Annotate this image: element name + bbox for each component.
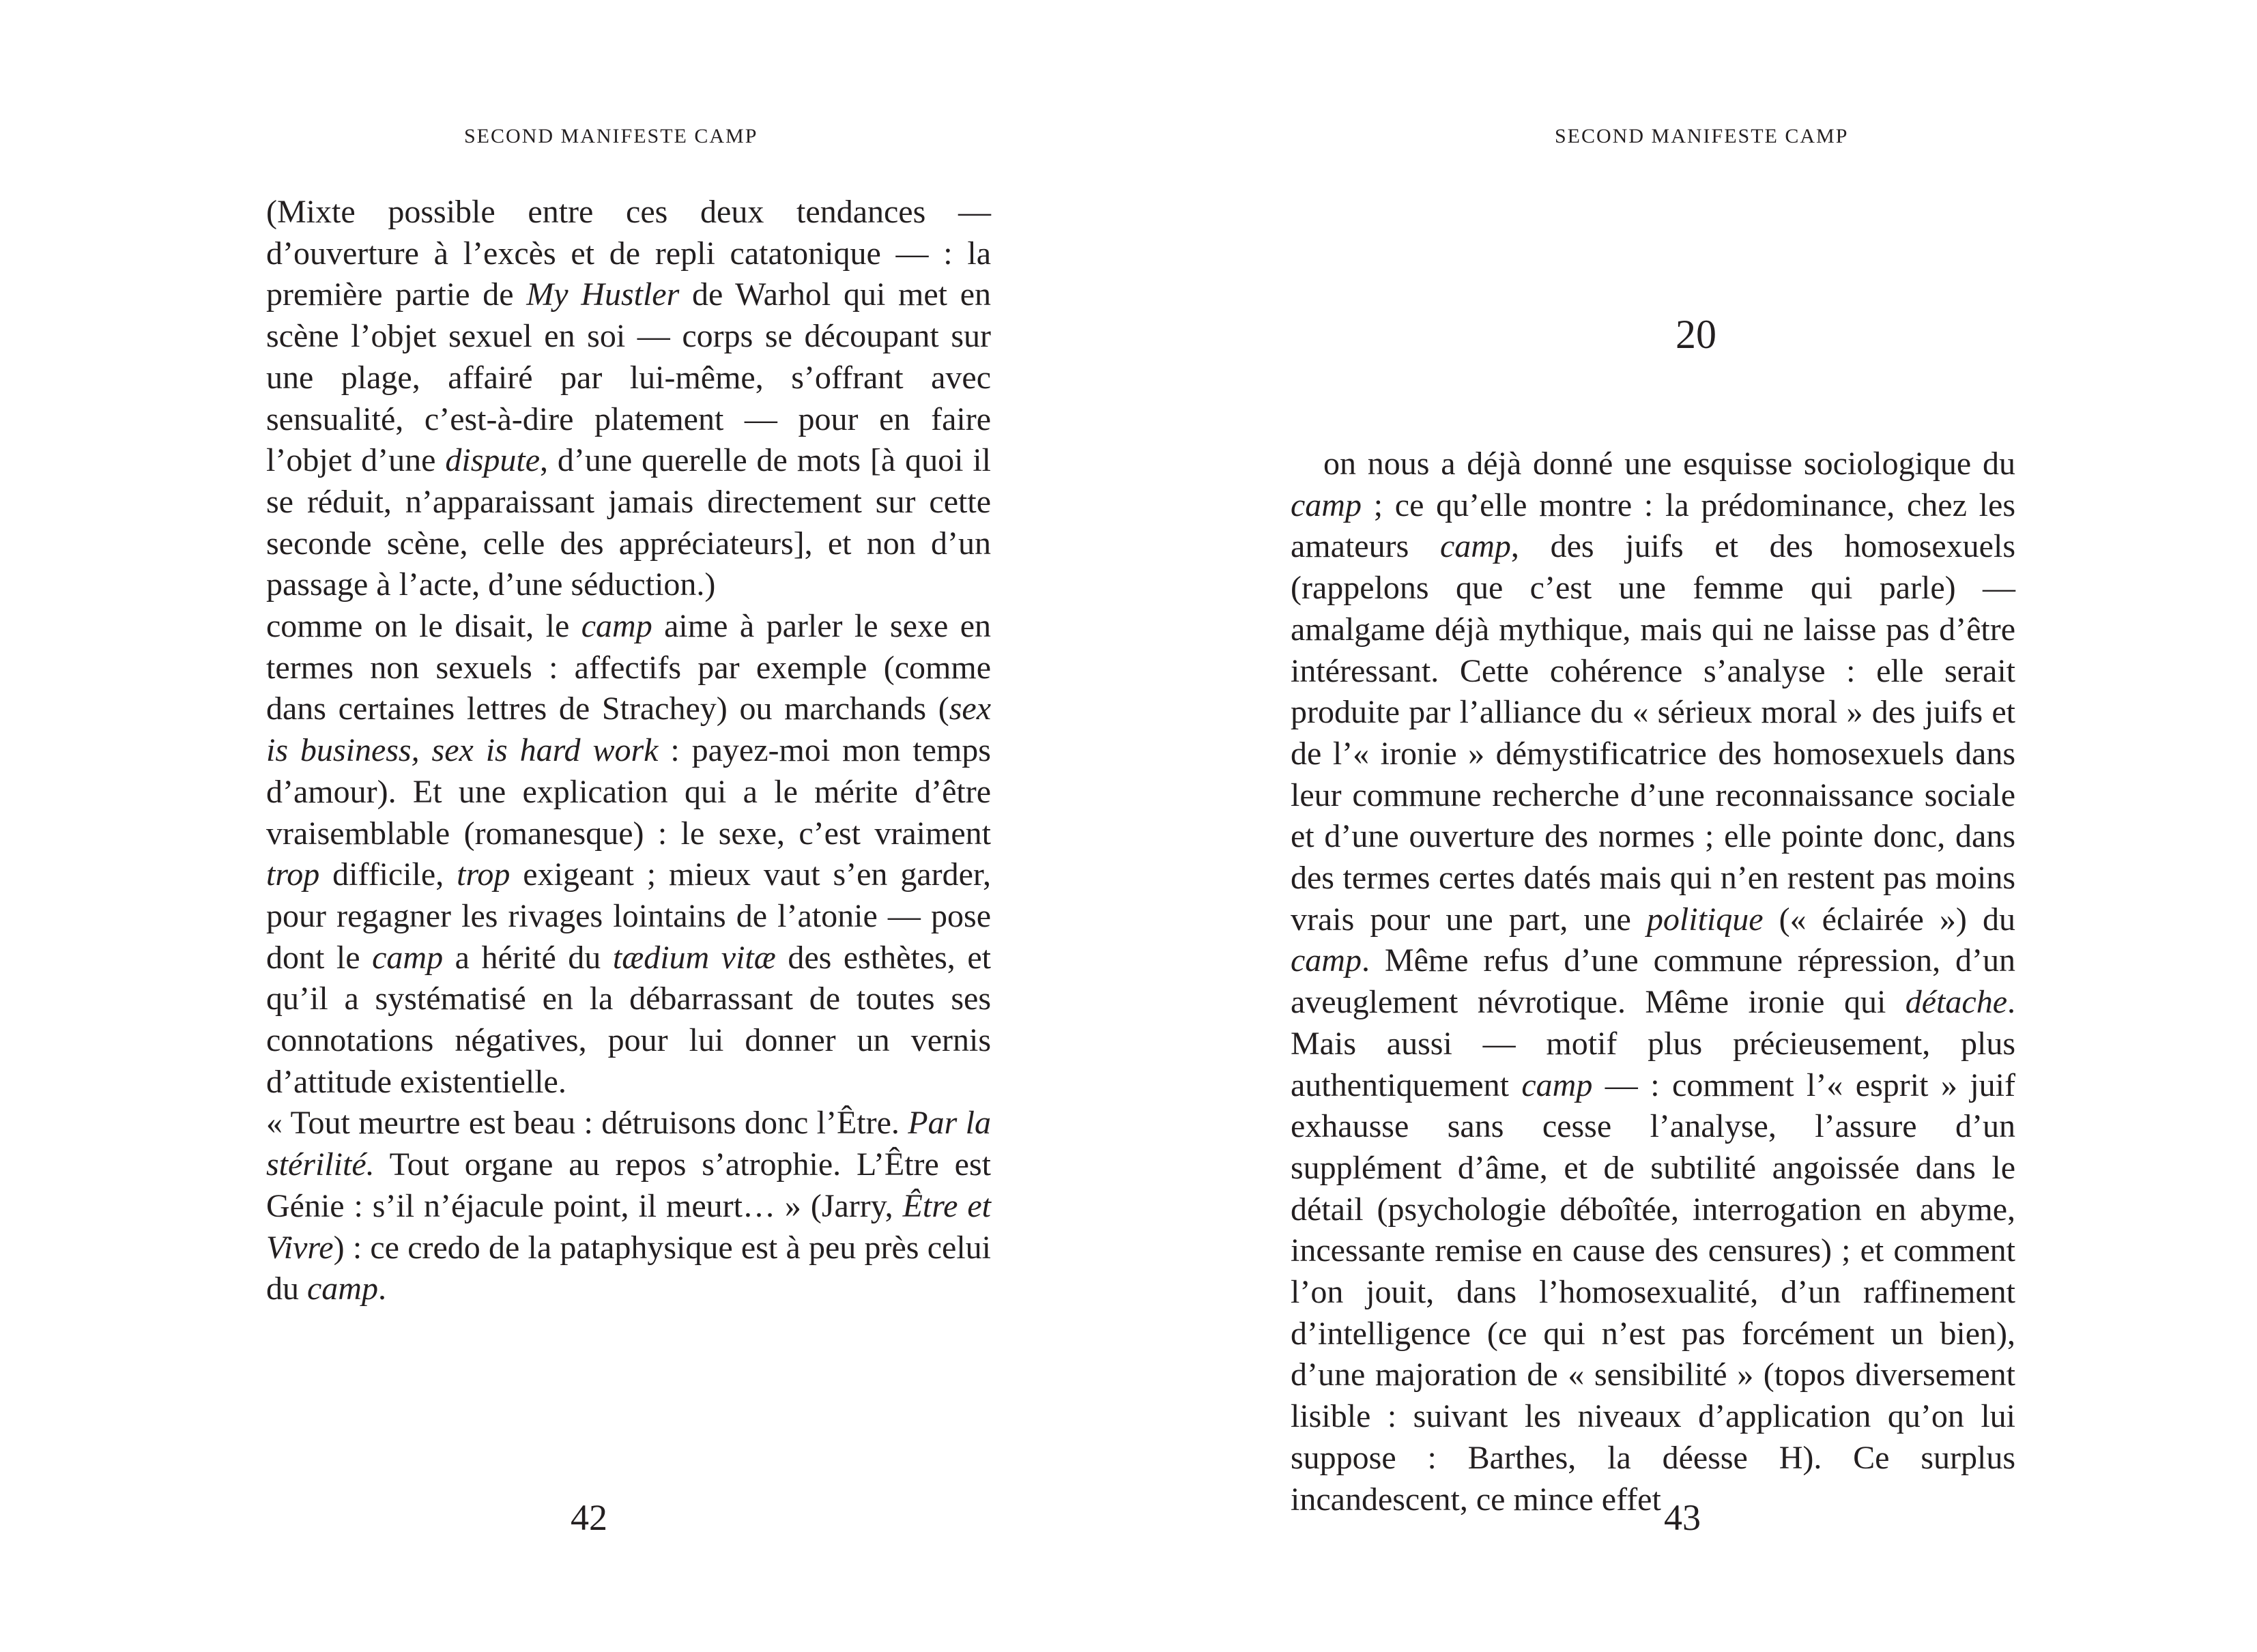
italic-run: trop — [457, 856, 511, 893]
text-run: difficile, — [319, 856, 457, 893]
right-page — [1128, 0, 2256, 1652]
italic-run: camp — [1439, 528, 1511, 565]
text-run: Tout organe au repos s’atrophie. L’Être est Génie : s’il n’éjacule point, il meurt… » (Jarry, — [266, 1146, 991, 1224]
italic-run: camp — [307, 1271, 378, 1307]
italic-run: My Hustler — [526, 276, 680, 313]
text-run: exigeant ; mieux vaut s’en garder, pour regagner les rivages lointains de l’atonie — pose dont le — [266, 856, 991, 976]
text-run: : payez-moi mon temps d’amour). Et une explication qui a le mérite d’être vraisemblable (romanesque) : le sexe, c’est vraiment — [266, 732, 991, 852]
section-number: 20 — [1676, 312, 1716, 357]
text-run: , d’une querelle de mots [à quoi il se réduit, n’apparaissant jamais directement sur cette seconde scène, celle des appréciateurs], et non d’un passage à l’acte, d’une séduction.) — [266, 442, 992, 603]
text-run: (« éclairée ») du — [1763, 901, 2015, 938]
text-run: aime à parler le sexe en termes non sexuels : affectifs par exemple (comme dans certaines lettres de Strachey) ou marchands ( — [266, 608, 992, 727]
italic-run: camp — [372, 939, 444, 976]
paragraph — [266, 1103, 991, 1310]
text-run: (Mixte possible entre ces deux tendances — d’ouverture à l’excès et de repli catatonique — : la première partie de — [266, 194, 991, 313]
italic-run: politique — [1646, 901, 1764, 938]
paragraph — [1291, 444, 2015, 1520]
page-number: 43 — [1664, 1497, 1701, 1538]
italic-run: sex is business, sex is hard work — [266, 691, 991, 769]
running-head: SECOND MANIFESTE CAMP — [464, 125, 758, 147]
italic-run: camp — [1291, 487, 1362, 523]
text-run: des esthètes, et qu’il a systématisé en la débarrassant de toutes ses connotations négatives, pour lui donner un vernis d’attitude existentielle. — [266, 939, 991, 1100]
paragraph — [266, 606, 991, 1103]
page-number: 42 — [571, 1497, 607, 1538]
text-run: . — [377, 1271, 386, 1307]
left-page — [0, 0, 1128, 1652]
italic-run: camp — [581, 608, 652, 645]
italic-run: tædium vitæ — [612, 939, 776, 976]
text-run: , des juifs et des homosexuels (rappelons que c’est une femme qui parle) — amalgame déjà mythique, mais qui ne laisse pas d’être intéressant. Cette cohérence s’analyse : elle serait produite par l’alliance du « sérieux moral » des juifs et de l’« ironie » démystificatrice des homosexuels dans leur commune recherche d’une reconnaissance sociale et d’une ouverture des normes ; elle pointe donc, dans des termes certes datés mais qui n’en restent pas moins vrais pour une part, une — [1291, 528, 2015, 938]
text-run: « Tout meurtre est beau : détruisons donc l’Être. — [266, 1105, 908, 1142]
italic-run: dispute — [445, 442, 541, 479]
text-run: . Même refus d’une commune répression, d’un aveuglement névrotique. Même ironie qui — [1291, 942, 2015, 1021]
italic-run: camp — [1521, 1067, 1593, 1103]
text-run: comme on le disait, le — [266, 608, 581, 645]
italic-run: Être et Vivre — [266, 1187, 991, 1266]
text-run: on nous a déjà donné une esquisse sociologique du — [1323, 446, 2015, 482]
text-run: — : comment l’« esprit » juif exhausse sans cesse l’analyse, l’assure d’un supplément d’âme, et de subtilité angoissée dans le détail (psychologie déboîtée, interrogation en abyme, incessante remise en cause des censures) ; et comment l’on jouit, dans l’homosexualité, d’un raffinement d’intelligence (ce qui n’est pas forcément un bien), d’une majoration de « sensibilité » (topos diversement lisible : suivant les niveaux d’application qu’on lui suppose : Barthes, la déesse H). Ce surplus incandescent, ce mince effet — [1291, 1067, 2015, 1518]
text-run: ) : ce credo de la pataphysique est à peu près celui du — [266, 1229, 991, 1307]
italic-run: Par la stérilité. — [266, 1105, 991, 1183]
text-run: . Mais aussi — motif plus précieusement, plus authentiquement — [1291, 984, 2015, 1103]
italic-run: détache — [1905, 984, 2007, 1021]
text-run: a hérité du — [443, 939, 613, 976]
body-text — [266, 192, 991, 1310]
italic-run: trop — [266, 856, 320, 893]
running-head: SECOND MANIFESTE CAMP — [1555, 125, 1849, 147]
paragraph — [266, 192, 991, 606]
italic-run: camp — [1291, 942, 1362, 979]
text-run: ; ce qu’elle montre : la prédominance, chez les amateurs — [1291, 487, 2015, 565]
text-run: de Warhol qui met en scène l’objet sexuel en soi — corps se découpant sur une plage, affairé par lui-même, s’offrant avec sensualité, c’est-à-dire platement — pour en faire l’objet d’une — [266, 276, 992, 479]
body-text — [1291, 444, 2015, 1520]
